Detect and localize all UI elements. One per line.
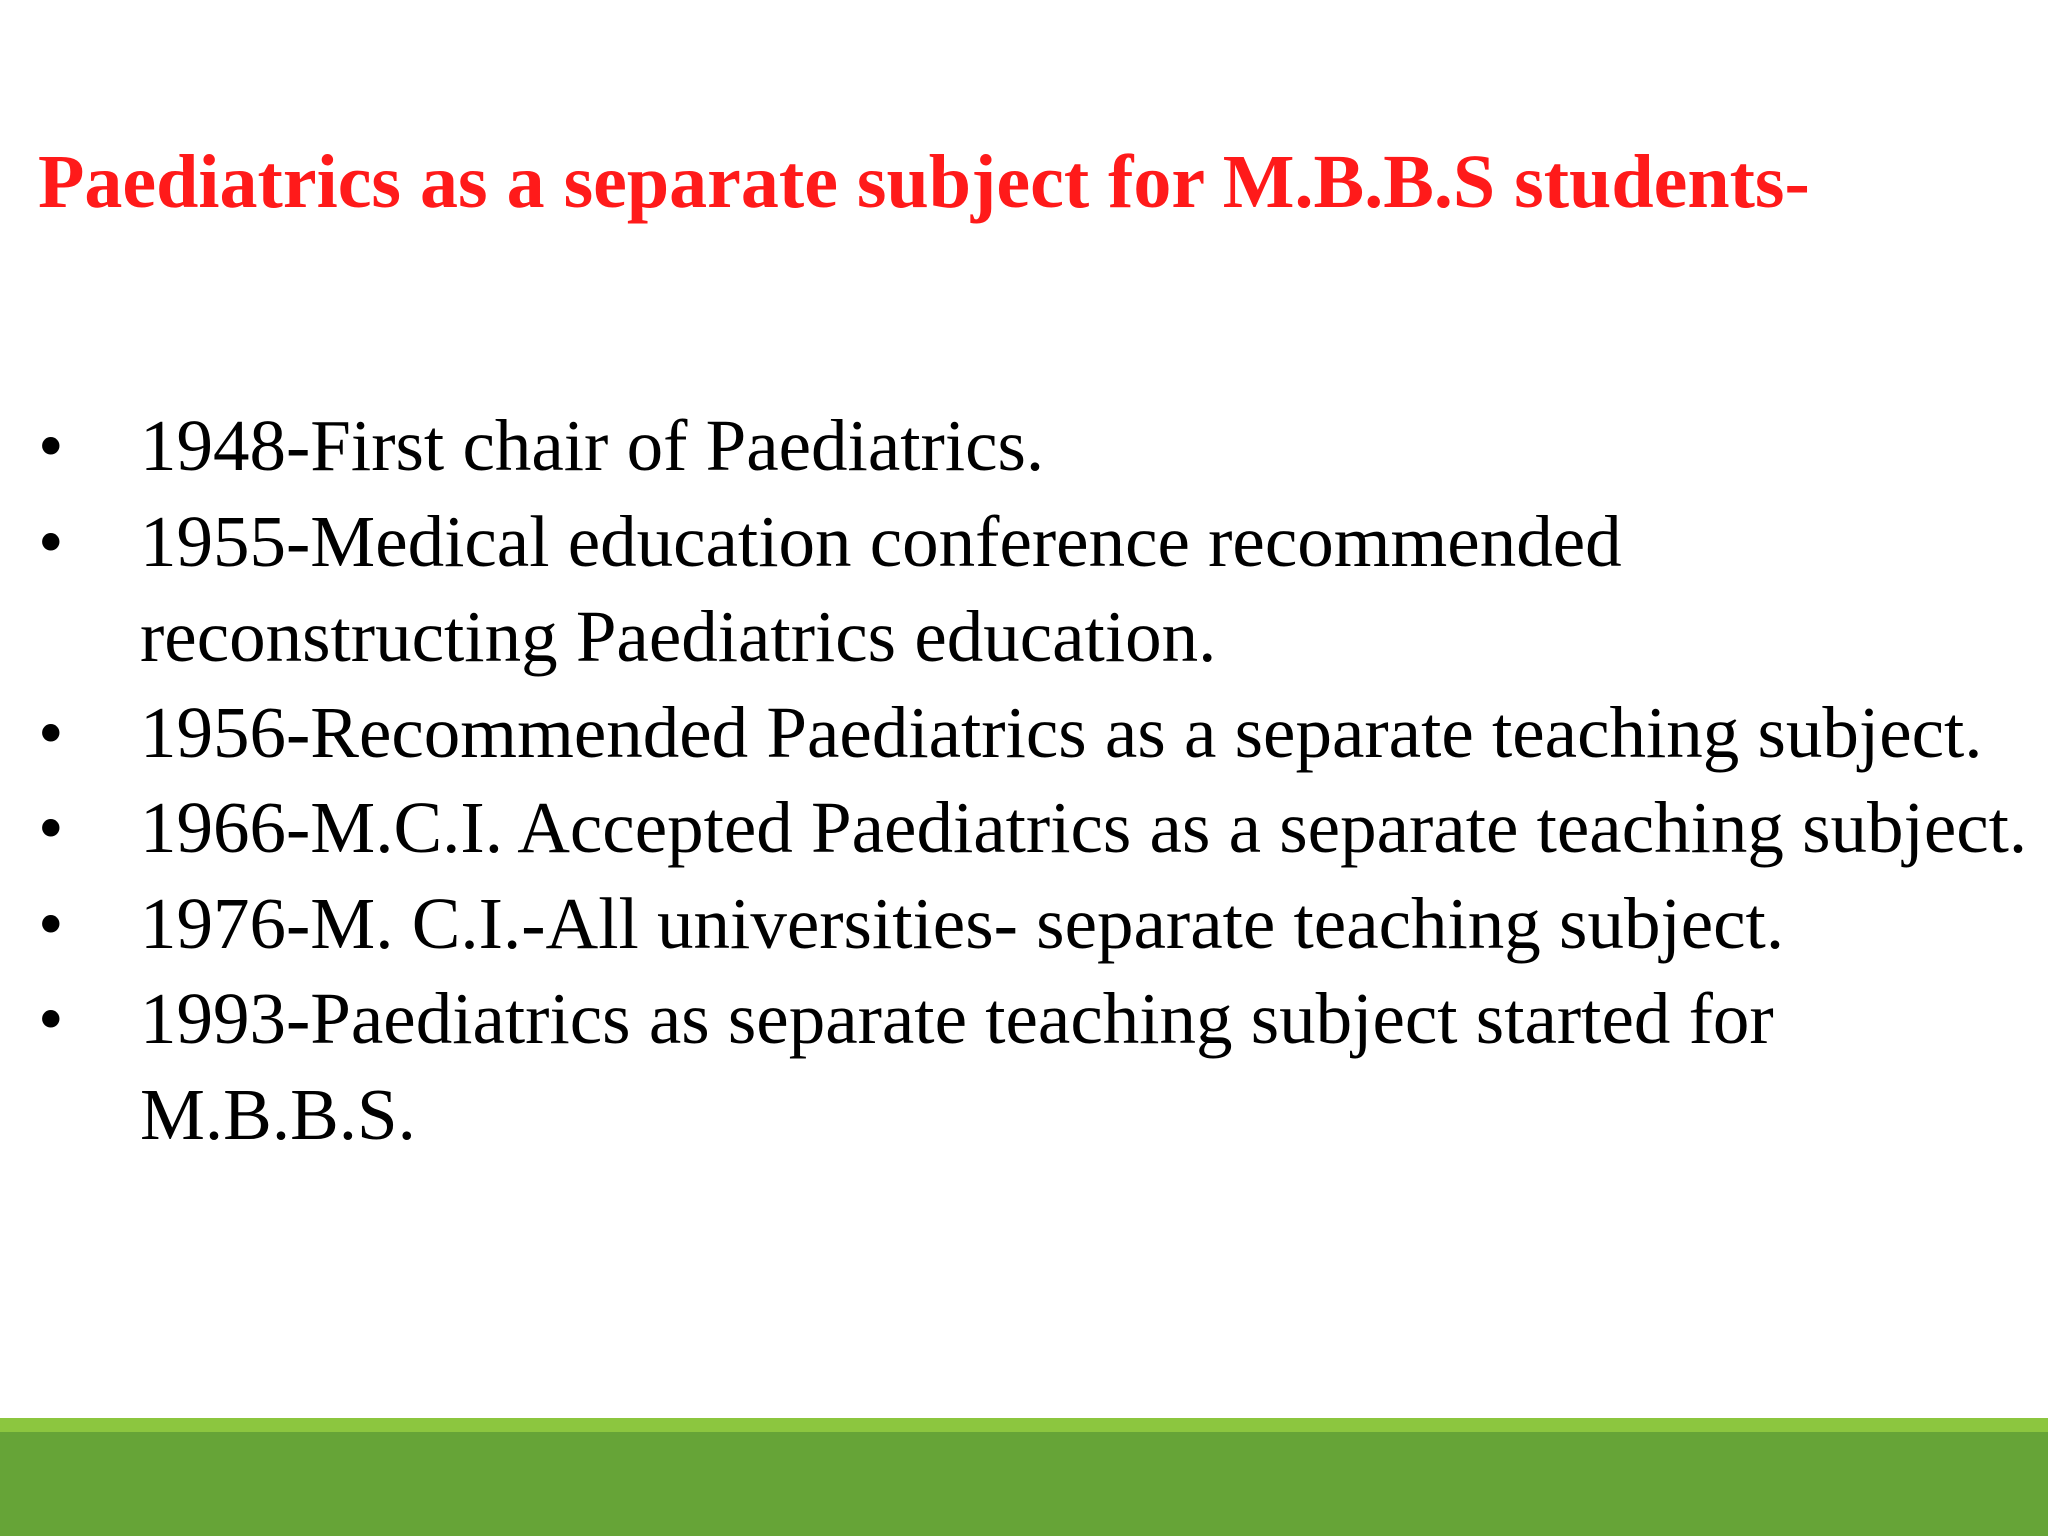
list-item-text: 1976-M. C.I.-All universities- separate teaching subject. — [140, 882, 1785, 964]
list-item-text: 1956-Recommended Paediatrics as a separate teaching subject. — [140, 691, 1983, 773]
bullet-icon: • — [38, 882, 64, 964]
list-item — [38, 780, 2028, 876]
list-item — [38, 685, 2028, 781]
list-item — [38, 876, 2028, 972]
list-item — [38, 494, 2028, 685]
list-item — [38, 398, 2028, 494]
footer-bar — [0, 1432, 2048, 1536]
bullet-icon: • — [38, 691, 64, 773]
bullet-icon: • — [38, 500, 64, 582]
list-item-text: 1955-Medical education conference recommended reconstructing Paediatrics education. — [140, 500, 1622, 677]
slide-title: Paediatrics as a separate subject for M.B.B.S students- — [38, 140, 1810, 224]
bullet-icon: • — [38, 787, 64, 868]
footer-accent-stripe — [0, 1418, 2048, 1432]
bullet-icon: • — [38, 978, 64, 1059]
list-item-text: 1993-Paediatrics as separate teaching subject started for M.B.B.S. — [140, 978, 1774, 1155]
list-item-text: 1948-First chair of Paediatrics. — [140, 405, 1045, 486]
list-item — [38, 971, 2028, 1162]
bullet-list — [38, 398, 2028, 1162]
list-item-text: 1966-M.C.I. Accepted Paediatrics as a separate teaching subject. — [140, 787, 2028, 868]
bullet-icon: • — [38, 405, 64, 486]
